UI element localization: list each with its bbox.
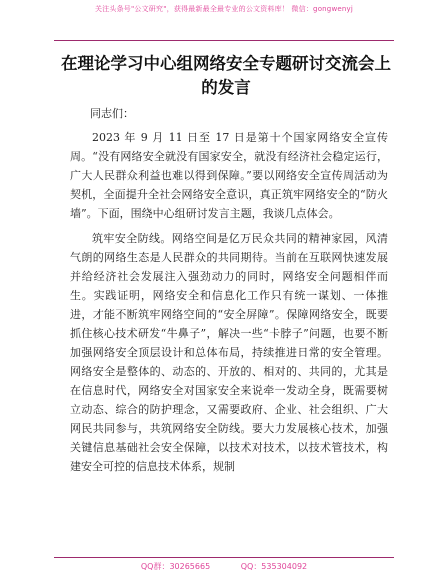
document-body: [70, 104, 388, 482]
footer: [0, 561, 448, 573]
qq-group-number: QQ群：30265665: [140, 562, 211, 571]
salutation: 同志们：: [90, 107, 134, 120]
qq-number: QQ：535304092: [240, 562, 308, 571]
paragraph: 筑牢安全防线。网络空间是亿万民众共同的精神家园，风清气朗的网络生态是人民群众的共同期待。当前在互联网快速发展并给经济社会发展注入强劲动力的同时，网络安全问题相伴而生。实践证明，网络安全和信息化工作只有统一谋划、一体推进，才能不断筑牢网络空间的“安全屏障”。保障网络安全，既要抓住核心技术研发“牛鼻子”，解决一些“卡脖子”问题，也要不断加强网络安全顶层设计和总体布局，持续推进日常的安全管理。网络安全是整体的、动态的、开放的、相对的、共同的，尤其是在信息时代，网络安全对国家安全来说牵一发动全身，既需要树立动态、综合的防护理念，又需要政府、企业、社会组织、广大网民共同参与，共筑网络安全防线。要大力发展核心技术，加强关键信息基础社会安全保障，以技术对技术，以技术管技术，构建安全可控的信息技术体系，规制: [70, 232, 388, 473]
header-banner: 关注头条号"公文研究"，获得最新最全最专业的公文资料库！ 微信：gongwenyj: [94, 5, 354, 13]
footer-divider: [54, 557, 394, 558]
document-title: 在理论学习中心组网络安全专题研讨交流会上的发言: [61, 54, 391, 97]
paragraph: 2023 年 9 月 11 日至 17 日是第十个国家网络安全宣传周。“没有网络安全就没有国家安全，就没有经济社会稳定运行，广大人民群众利益也难以得到保障。”要以网络安全宣传周活动为契机，全面提升全社会网络安全意识，真正筑牢网络安全的“防火墙”。下面，围绕中心组研讨发言主题，我谈几点体会。: [70, 131, 388, 220]
header-divider: [54, 40, 394, 41]
